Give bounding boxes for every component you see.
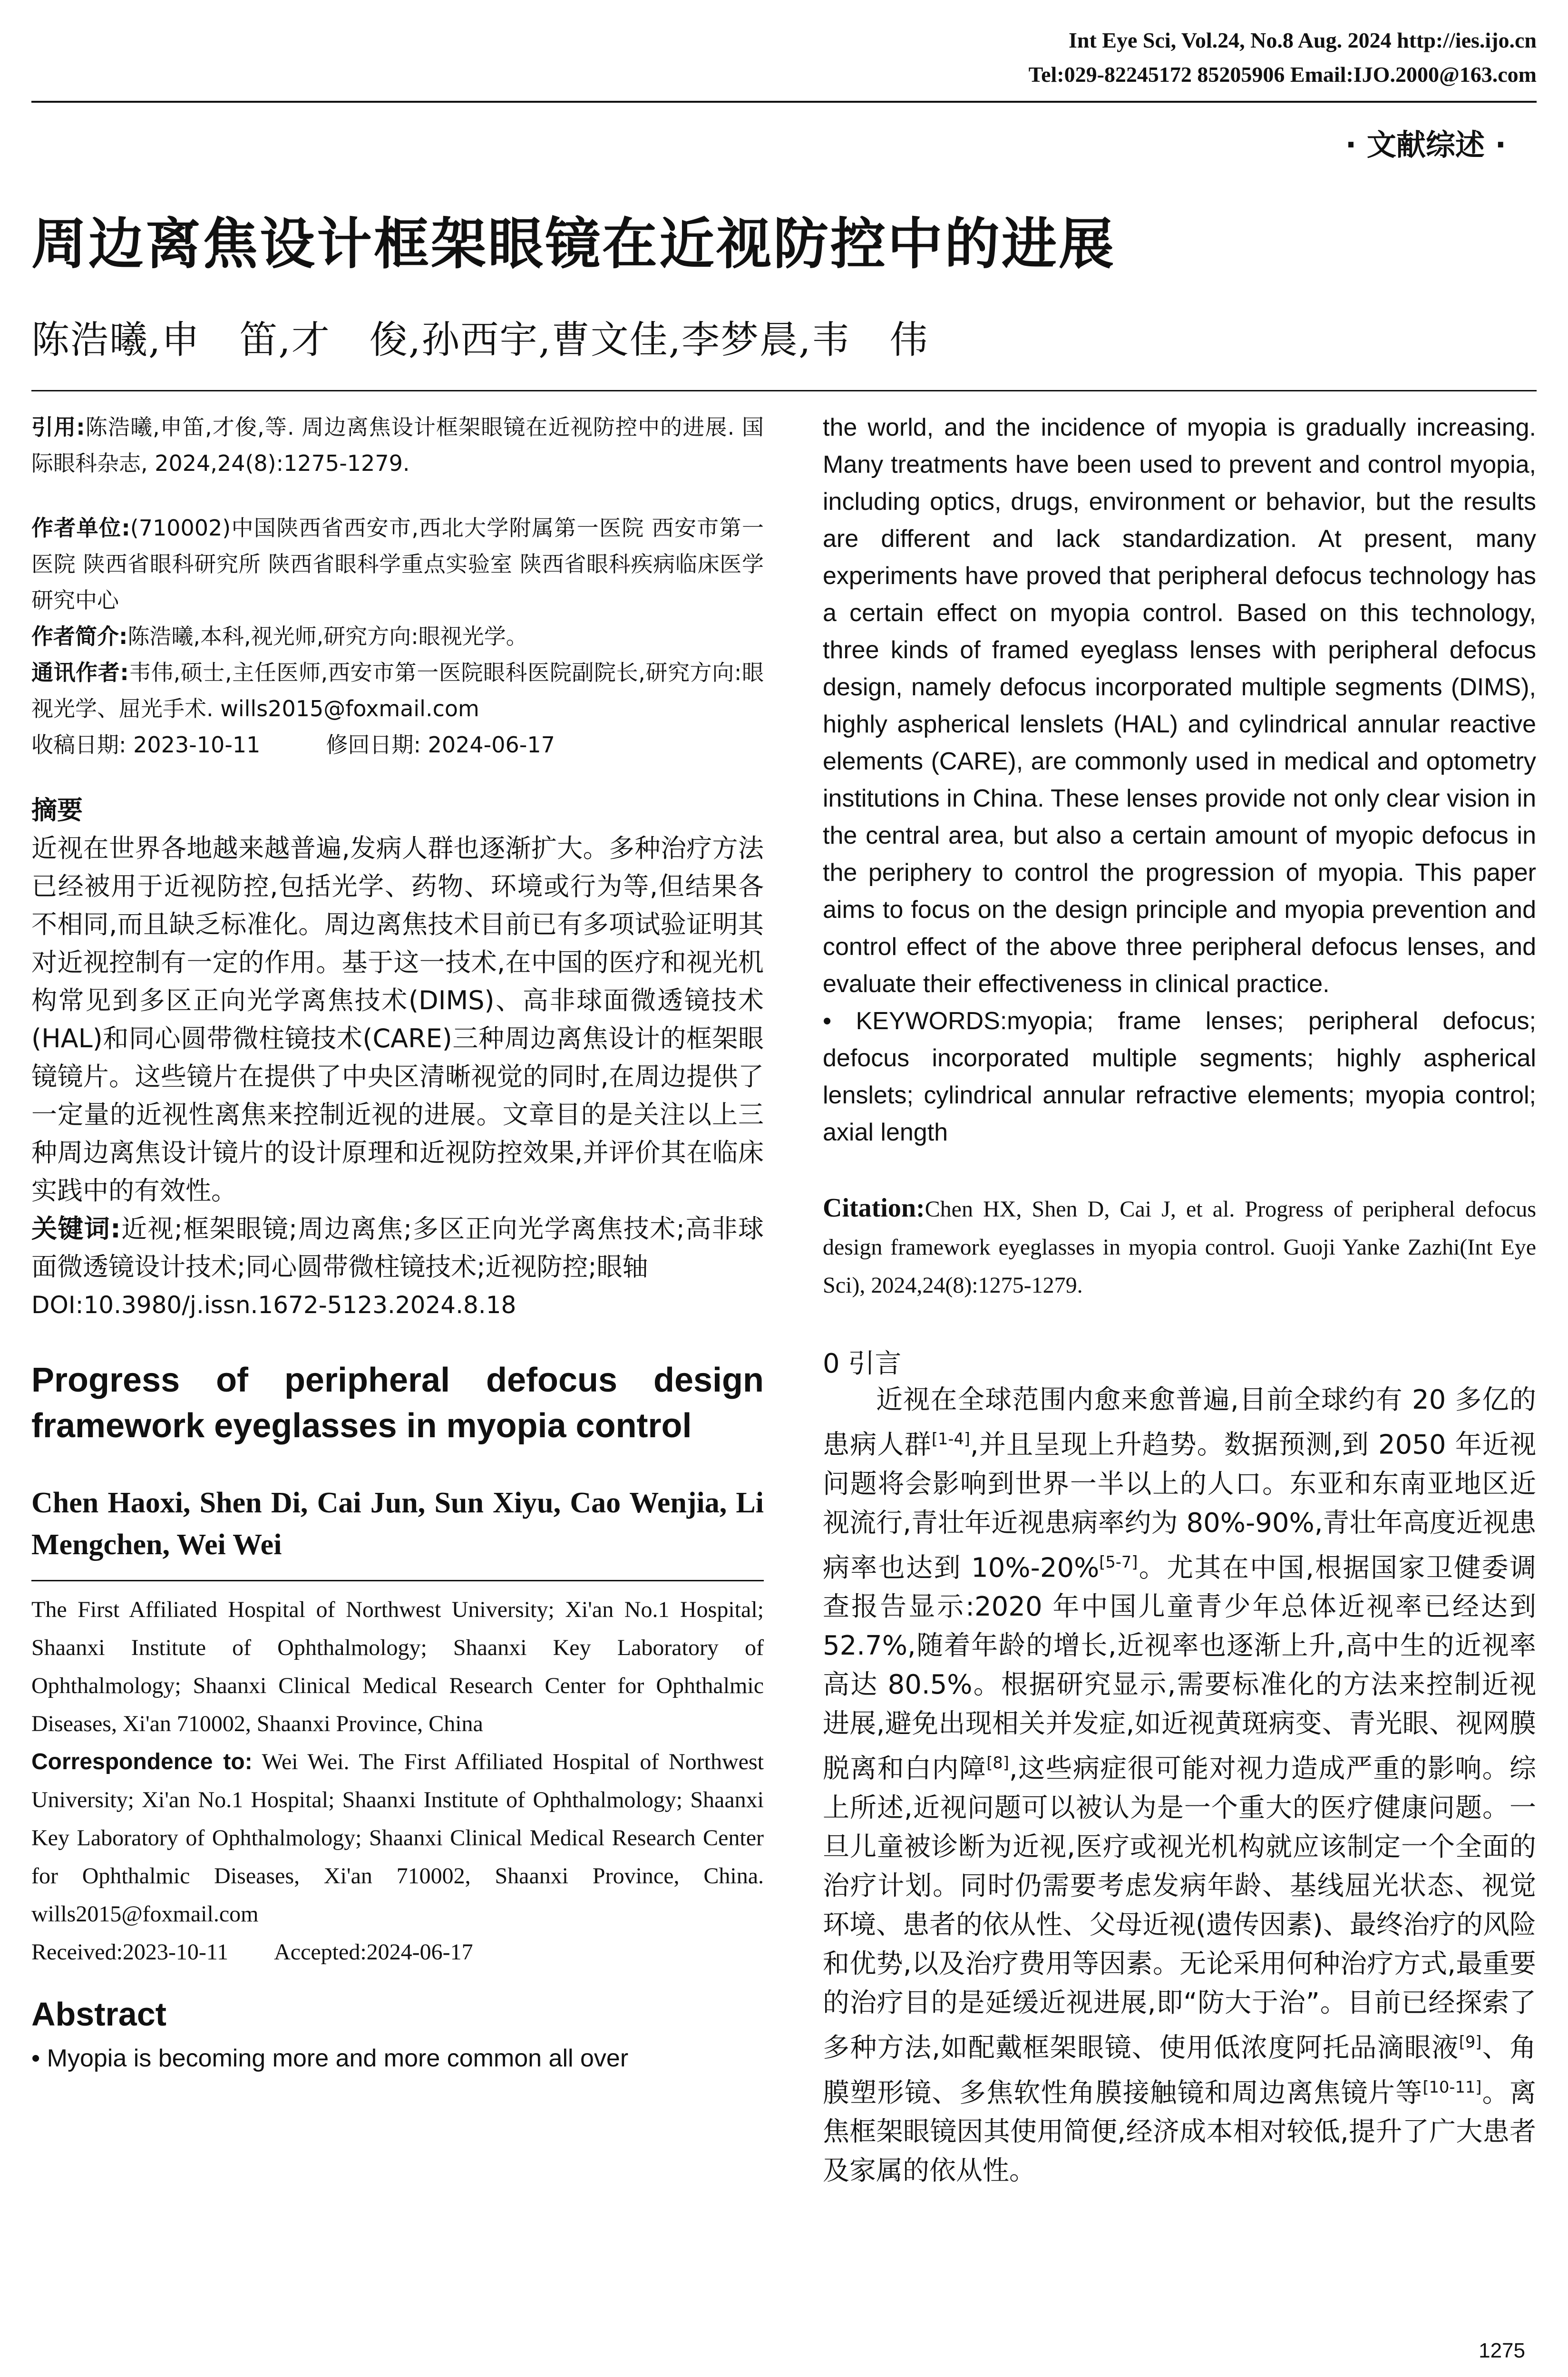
ref-1: [1-4]	[931, 1430, 970, 1448]
bio-label: 作者简介:	[31, 623, 128, 649]
abstract-cn: 近视在世界各地越来越普遍,发病人群也逐渐扩大。多种治疗方法已经被用于近视防控,包括光学、药物、环境或行为等,但结果各不相同,而且缺乏标准化。周边离焦技术目前已有多项试验证明其对近视控制有一定的作用。基于这一技术,在中国的医疗和视光机构常见到多区正向光学离焦技术(DIMS)、高非球面微透镜技术(HAL)和同心圆带微柱镜技术(CARE)三种周边离焦设计的框架眼镜镜片。这些镜片在提供了中央区清晰视觉的同时,在周边提供了一定量的近视性离焦来控制近视的进展。文章目的是关注以上三种周边离焦设计镜片的设计原理和近视防控效果,并评价其在临床实践中的有效性。	[31, 833, 764, 1206]
intro-paragraph: 近视在全球范围内愈来愈普遍,目前全球约有 20 多亿的患病人群[1-4],并且呈现上升趋势。数据预测,到 2050 年近视问题将会影响到世界一半以上的人口。东亚和东南亚地区近视流行,青壮年近视患病率约为 80%-90%,青壮年高度近视患病率也达到 10%-20%[5-7]。尤其在中国,根据国家卫健委调查报告显示:2020 年中国儿童青少年总体近视率已经达到 52.7%,随着年龄的增长,近视率也逐渐上升,高中生的近视率高达 80.5%。根据研究显示,需要标准化的方法来控制近视进展,避免出现相关并发症,如近视黄斑病变、青光眼、视网膜脱离和白内障[8],这些病症很可能对视力造成严重的影响。综上所述,近视问题可以被认为是一个重大的医疗健康问题。一旦儿童被诊断为近视,医疗或视光机构就应该制定一个全面的治疗计划。同时仍需要考虑发病年龄、基线屈光状态、视觉环境、患者的依从性、父母近视(遗传因素)、最终治疗的风险和优势,以及治疗费用等因素。无论采用何种治疗方式,最重要的治疗目的是延缓近视进展,即“防大于治”。目前已经探索了多种方法,如配戴框架眼镜、使用低浓度阿托品滴眼液[9]、角膜塑形镜、多焦软性角膜接触镜和周边离焦镜片等[10-11]。离焦框架眼镜因其使用简便,经济成本相对较低,提升了广大患者及家属的依从性。	[823, 1384, 1537, 2187]
affiliation-cn	[31, 510, 764, 618]
dates-cn: 收稿日期: 2023-10-11 修回日期: 2024-06-17	[31, 732, 555, 758]
abstract-heading-cn: 摘要	[31, 795, 83, 825]
corresponding-author	[31, 654, 764, 727]
intro-heading: 0 引言	[823, 1348, 902, 1379]
article-title-cn: 周边离焦设计框架眼镜在近视防控中的进展	[31, 212, 1116, 276]
keywords-en-label: • KEYWORDS:	[823, 1007, 1007, 1035]
abstract-en-cont: the world, and the incidence of myopia is gradually increasing. Many treatments have been used to prevent and control myopia, including optics, drugs, environment or behavior, but the results are different and lack standardization. At present, many experiments have proved that peripheral defocus technology has a certain effect on myopia control. Based on this technology, three kinds of framed eyeglass lenses with peripheral defocus design, namely defocus incorporated multiple segments (DIMS), highly aspherical lenslets (HAL) and cylindrical annular reactive elements (CARE), are commonly used in medical and optometry institutions in China. These lenses provide not only clear vision in the central area, but also a certain amount of myopic defocus in the periphery to control the progression of myopia. This paper aims to focus on the design principle and myopia prevention and control effect of the above three peripheral defocus lenses, and evaluate their effectiveness in clinical practice.	[823, 414, 1536, 998]
section-tag: · 文献综述 ·	[1345, 127, 1506, 162]
ref-2: [5-7]	[1099, 1552, 1138, 1571]
ref-4: [9]	[1459, 2032, 1482, 2051]
keywords-en	[823, 1003, 1536, 1151]
right-column	[823, 409, 1536, 2191]
abstract-heading-en: Abstract	[31, 1996, 166, 2033]
author-bio	[31, 618, 764, 654]
keywords-en-text: myopia; frame lenses; peripheral defocus; defocus incorporated multiple segments; highly aspherical lenslets; cylindrical annular refractive elements; myopia control; axial length	[823, 1007, 1536, 1146]
keywords-cn	[31, 1210, 764, 1286]
page-number: 1275	[1479, 2339, 1525, 2362]
keywords-text: 近视;框架眼镜;周边离焦;多区正向光学离焦技术;高非球面微透镜设计技术;同心圆带微柱镜技术;近视防控;眼轴	[31, 1214, 764, 1282]
corr-label: 通讯作者:	[31, 660, 129, 685]
header-rule	[31, 101, 1537, 103]
citation-cn	[31, 409, 764, 481]
keywords-label: 关键词:	[31, 1214, 121, 1244]
journal-info: Int Eye Sci, Vol.24, No.8 Aug. 2024 http://ies.ijo.cn	[1069, 28, 1537, 52]
title-rule	[31, 390, 1537, 391]
citation-en-text: Chen HX, Shen D, Cai J, et al. Progress of peripheral defocus design framework eyeglasses in myopia control. Guoji Yanke Zazhi(Int Eye Sci), 2024,24(8):1275-1279.	[823, 1197, 1536, 1298]
bio-text: 陈浩曦,本科,视光师,研究方向:眼视光学。	[127, 623, 528, 649]
journal-contact: Tel:029-82245172 85205906 Email:IJO.2000@163.com	[1028, 62, 1537, 87]
affiliation-en: The First Affiliated Hospital of Northwest University; Xi'an No.1 Hospital; Shaanxi Institute of Ophthalmology; Shaanxi Key Laboratory of Ophthalmology; Shaanxi Clinical Medical Research Center for Ophthalmic Diseases, Xi'an 710002, Shaanxi Province, China	[31, 1597, 764, 1736]
corr-text: 韦伟,硕士,主任医师,西安市第一医院眼科医院副院长,研究方向:眼视光学、屈光手术. wills2015@foxmail.com	[31, 660, 764, 721]
citation-label: 引用:	[31, 414, 85, 440]
correspondence-text: Wei Wei. The First Affiliated Hospital of Northwest University; Xi'an No.1 Hospital; Shaanxi Institute of Ophthalmology; Shaanxi Key Laboratory of Ophthalmology; Shaanxi Clinical Medical Research Center for Ophthalmic Diseases, Xi'an 710002, Shaanxi Province, China. wills2015@foxmail.com	[31, 1749, 764, 1927]
authors-en: Chen Haoxi, Shen Di, Cai Jun, Sun Xiyu, Cao Wenjia, Li Mengchen, Wei Wei	[31, 1487, 764, 1561]
dates-en: Received:2023-10-11 Accepted:2024-06-17	[31, 1939, 473, 1965]
left-column	[31, 409, 764, 2077]
affiliation-label: 作者单位:	[31, 515, 130, 541]
citation-text: 陈浩曦,申笛,才俊,等. 周边离焦设计框架眼镜在近视防控中的进展. 国际眼科杂志, 2024,24(8):1275-1279.	[31, 414, 764, 476]
doi: DOI:10.3980/j.issn.1672-5123.2024.8.18	[31, 1291, 516, 1319]
correspondence-en	[31, 1743, 764, 1933]
ref-5: [10-11]	[1422, 2077, 1482, 2096]
authors-cn: 陈浩曦,申 笛,才 俊,孙西宇,曹文佳,李梦晨,韦 伟	[31, 318, 929, 362]
citation-en	[823, 1189, 1536, 1305]
affiliation-rule	[31, 1580, 764, 1581]
citation-en-label: Citation:	[823, 1193, 925, 1223]
ref-3: [8]	[986, 1754, 1009, 1773]
affiliation-text: (710002)中国陕西省西安市,西北大学附属第一医院 西安市第一医院 陕西省眼科研究所 陕西省眼科学重点实验室 陕西省眼科疾病临床医学研究中心	[31, 515, 764, 613]
correspondence-label: Correspondence to:	[31, 1749, 253, 1774]
abstract-en-start: • Myopia is becoming more and more common all over	[31, 2045, 629, 2072]
article-title-en: Progress of peripheral defocus design framework eyeglasses in myopia control	[31, 1361, 764, 1445]
